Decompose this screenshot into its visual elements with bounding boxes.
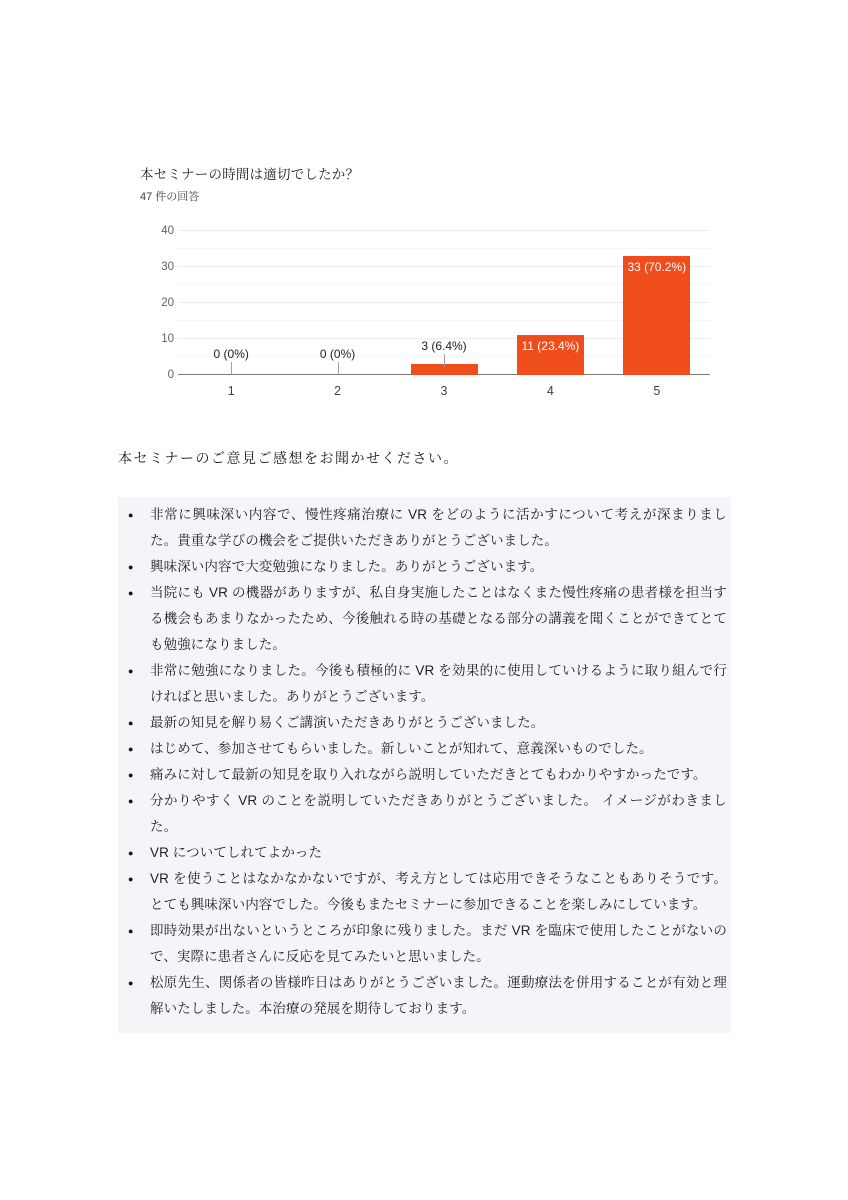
- comment-item: [124, 918, 727, 970]
- label-leader-line: [444, 354, 445, 367]
- comment-item: [124, 554, 727, 580]
- bullet-icon: ●: [128, 744, 134, 754]
- y-tick-label: 10: [161, 333, 174, 345]
- comment-item: [124, 762, 727, 788]
- comment-text: 当院にも VR の機器がありますが、私自身実施したことはなくまた慢性疼痛の患者様を担当する機会もあまりなかったため、今後触れる時の基礎となる部分の講義を聞くことができてとても勉強になりました。: [150, 585, 727, 652]
- x-category-label: 1: [227, 384, 235, 398]
- bullet-icon: ●: [128, 874, 134, 884]
- comment-text: 興味深い内容で大変勉強になりました。ありがとうございます。: [150, 559, 544, 574]
- y-tick-label: 0: [167, 369, 174, 381]
- label-leader-line: [231, 362, 232, 375]
- bar-value-label: 3 (6.4%): [421, 339, 467, 354]
- bullet-icon: ●: [128, 978, 134, 988]
- comment-item: [124, 840, 727, 866]
- comment-text: 痛みに対して最新の知見を取り入れながら説明していただきとてもわかりやすかったです。: [150, 767, 707, 782]
- comment-text: VR についてしれてよかった: [150, 845, 323, 860]
- comment-item: [124, 736, 727, 762]
- comment-text: 分かりやすく VR のことを説明していただきありがとうございました。 イメージがわきました。: [150, 793, 727, 834]
- comments-heading: 本セミナーのご意見ご感想をお聞かせください。: [118, 452, 459, 467]
- bar-value-label: 0 (0%): [319, 347, 356, 361]
- comment-item: [124, 710, 727, 736]
- y-tick-label: 30: [161, 261, 174, 273]
- bullet-icon: ●: [128, 796, 134, 806]
- comment-item: [124, 502, 727, 554]
- rating-bar-chart: [150, 223, 728, 405]
- comment-list: [124, 502, 727, 1022]
- comment-text: 非常に勉強になりました。今後も積極的に VR を効果的に使用していけるように取り組んで行ければと思いました。ありがとうございます。: [150, 663, 727, 704]
- bullet-icon: ●: [128, 588, 134, 598]
- bullet-icon: ●: [128, 926, 134, 936]
- bullet-icon: ●: [128, 666, 134, 676]
- comment-item: [124, 970, 727, 1022]
- bar-value-label: 0 (0%): [213, 347, 249, 361]
- x-category-label: 2: [334, 384, 342, 398]
- bullet-icon: ●: [128, 848, 134, 858]
- label-leader-line: [338, 362, 339, 375]
- bar-value-label: 11 (23.4%): [521, 339, 580, 354]
- comment-item: [124, 788, 727, 840]
- comments-panel: [118, 497, 731, 1033]
- question-title: 本セミナーの時間は適切でしたか？: [140, 167, 360, 182]
- comment-text: はじめて、参加させてもらいました。新しいことが知れて、意義深いものでした。: [150, 741, 653, 756]
- chart-plot: [178, 231, 710, 398]
- bar-value-label: 33 (70.2%): [627, 260, 687, 275]
- minor-gridline: [178, 248, 710, 249]
- y-tick-label: 40: [161, 225, 174, 237]
- bullet-icon: ●: [128, 510, 134, 520]
- y-tick-label: 20: [161, 297, 174, 309]
- comment-text: 即時効果が出ないというところが印象に残りました。まだ VR を臨床で使用したことがないので、実際に患者さんに反応を見てみたいと思いました。: [150, 923, 727, 964]
- x-category-label: 4: [546, 384, 554, 398]
- comment-text: 非常に興味深い内容で、慢性疼痛治療に VR をどのように活かすについて考えが深まりました。貴重な学びの機会をご提供いただきありがとうございました。: [150, 507, 727, 548]
- bullet-icon: ●: [128, 562, 134, 572]
- comment-text: VR を使うことはなかなかないですが、考え方としては応用できそうなこともありそうです。とても興味深い内容でした。今後もまたセミナーに参加できることを楽しみにしています。: [150, 871, 727, 912]
- comment-item: [124, 658, 727, 710]
- comment-item: [124, 866, 727, 918]
- comment-item: [124, 580, 727, 658]
- comment-text: 松原先生、関係者の皆様昨日はありがとうございました。運動療法を併用することが有効と理解いたしました。本治療の発展を期待しております。: [150, 975, 727, 1016]
- bullet-icon: ●: [128, 770, 134, 780]
- bullet-icon: ●: [128, 718, 134, 728]
- x-category-label: 5: [653, 384, 661, 398]
- gridline: [178, 230, 710, 231]
- comment-text: 最新の知見を解り易くご講演いただきありがとうございました。: [150, 715, 545, 730]
- x-category-label: 3: [440, 384, 448, 398]
- response-count: 47 件の回答: [140, 191, 200, 203]
